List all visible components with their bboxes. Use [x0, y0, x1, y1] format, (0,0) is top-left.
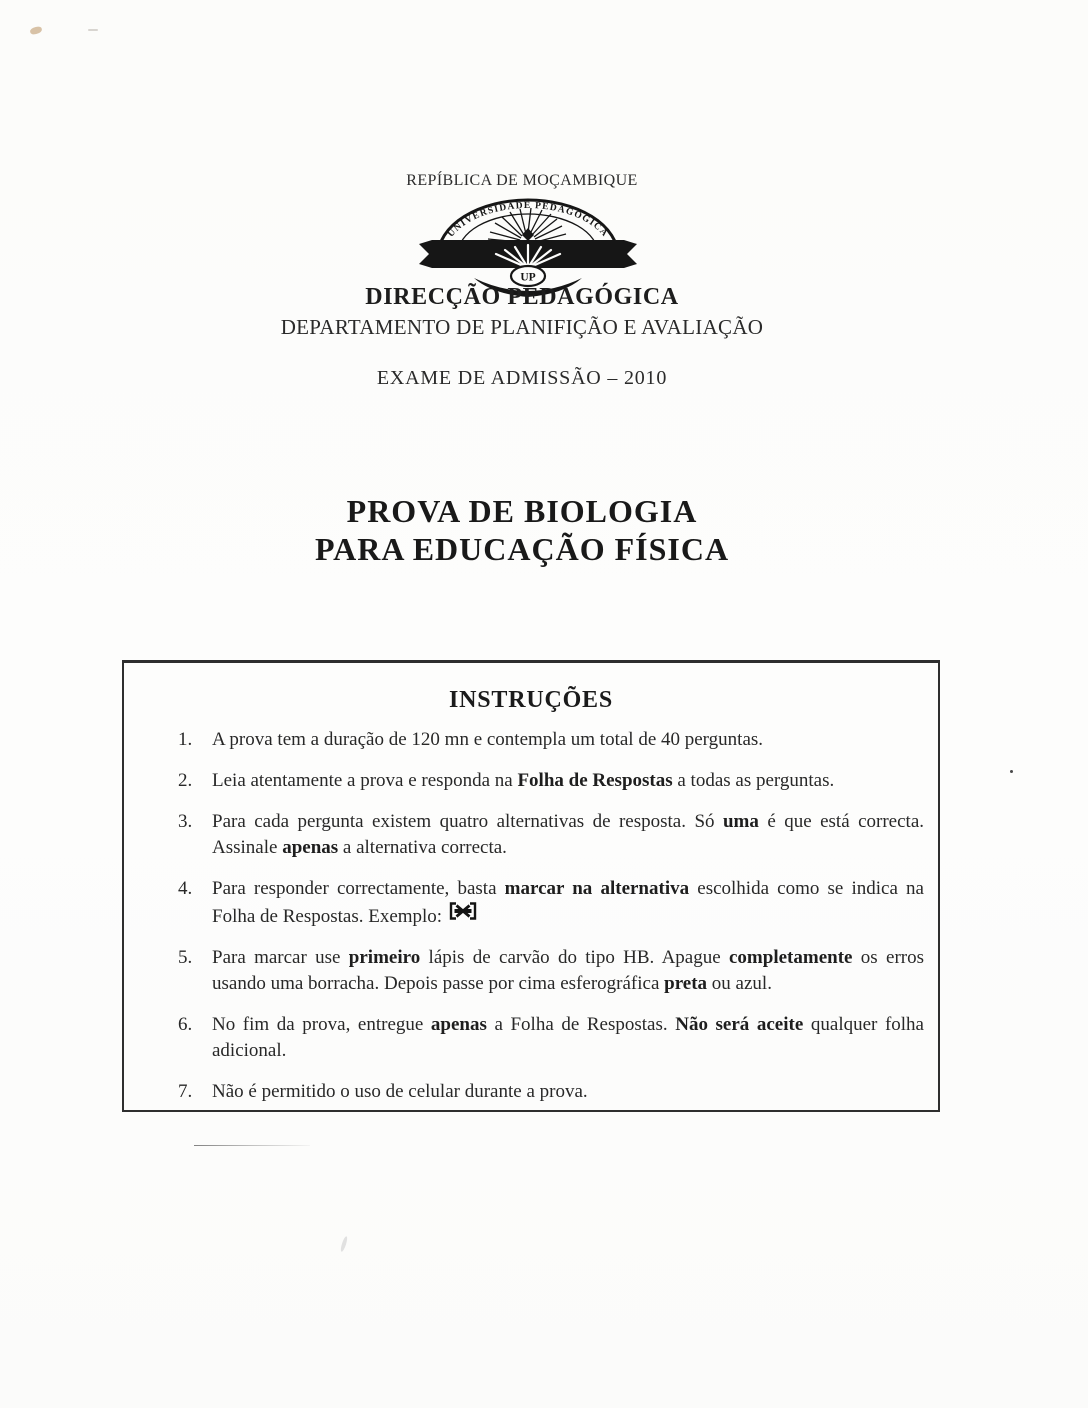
instructions-box	[122, 660, 940, 1112]
instruction-item-number: 5.	[178, 947, 193, 968]
instruction-item-text	[212, 947, 924, 994]
item-text-segment: a Folha de Respostas.	[486, 1014, 676, 1035]
instruction-item-number: 2.	[178, 770, 193, 791]
instruction-item-number: 6.	[178, 1014, 193, 1035]
instruction-item-number: 7.	[178, 1081, 193, 1102]
instruction-item-text	[212, 729, 763, 750]
item-text-segment: Leia atentamente a prova e responda na	[212, 770, 518, 791]
instruction-item	[124, 809, 938, 861]
item-text-segment: a alternativa correcta.	[338, 837, 507, 858]
instruction-item	[124, 1079, 938, 1105]
instructions-list	[124, 727, 938, 1105]
page-title-line1: PROVA DE BIOLOGIA	[346, 493, 698, 529]
instruction-item-text	[212, 1081, 588, 1102]
item-text-segment: escolhida como se indica na Folha de Respostas. Exemplo:	[212, 878, 924, 927]
item-text-bold-segment: apenas	[430, 1014, 487, 1035]
emblem-up-label: UP	[520, 271, 536, 284]
instruction-item	[124, 727, 938, 753]
item-text-segment: ou azul.	[707, 973, 772, 994]
item-text-segment: é que está correcta. Assinale	[212, 811, 924, 858]
instruction-item-text	[212, 878, 924, 927]
item-text-segment: qualquer folha adicional.	[212, 1014, 924, 1061]
instruction-item-text	[212, 811, 924, 858]
item-text-segment: Para cada pergunta existem quatro alternativas de resposta. Só	[212, 811, 723, 832]
direction-line: DIRECÇÃO PEDAGÓGICA	[365, 284, 679, 310]
scan-smudge	[29, 26, 42, 35]
instructions-heading: INSTRUÇÕES	[448, 687, 614, 713]
item-text-segment: a todas as perguntas.	[672, 770, 835, 791]
item-text-bold-segment: preta	[664, 973, 708, 994]
instruction-item	[124, 876, 938, 930]
instruction-item	[124, 1012, 938, 1064]
instruction-item	[124, 768, 938, 794]
scan-faint-line	[194, 1145, 310, 1146]
item-text-segment: Para marcar use	[212, 947, 349, 968]
scan-speck	[1010, 770, 1013, 773]
instruction-item	[124, 945, 938, 997]
emblem-arc-text: UNIVERSIDADE PEDAGÓGICA	[446, 200, 610, 240]
item-text-bold-segment: primeiro	[348, 947, 421, 968]
item-text-bold-segment: apenas	[282, 837, 339, 858]
item-text-bold-segment: Folha de Respostas	[517, 770, 673, 791]
scan-smudge	[340, 1236, 349, 1252]
item-text-segment: os erros usando uma borracha. Depois passe por cima esferográfica	[212, 947, 924, 994]
republic-line: REPÍBLICA DE MOÇAMBIQUE	[406, 172, 638, 189]
item-text-bold-segment: completamente	[729, 947, 853, 968]
answer-mark-icon	[449, 902, 477, 920]
item-text-bold-segment: marcar na alternativa	[504, 878, 690, 899]
item-text-bold-segment: uma	[722, 811, 759, 832]
item-text-segment: Não é permitido o uso de celular durante a prova.	[212, 1081, 588, 1102]
item-text-segment: lápis de carvão do tipo HB. Apague	[420, 947, 729, 968]
item-text-segment: A prova tem a duração de 120 mn e contempla um total de 40 perguntas.	[212, 729, 764, 750]
instruction-item-number: 4.	[178, 878, 193, 899]
page-title	[0, 492, 1066, 568]
item-text-segment: No fim da prova, entregue	[212, 1014, 431, 1035]
instruction-item-number: 3.	[178, 811, 193, 832]
item-text-segment: Para responder correctamente, basta	[212, 878, 505, 899]
exam-year-line: EXAME DE ADMISSÃO – 2010	[376, 367, 668, 389]
department-line: DEPARTAMENTO DE PLANIFIÇÃO E AVALIAÇÃO	[280, 315, 764, 339]
scan-smudge	[88, 29, 98, 31]
page-title-line2: PARA EDUCAÇÃO FÍSICA	[314, 531, 730, 567]
instruction-item-number: 1.	[178, 729, 193, 750]
item-text-bold-segment: Não será aceite	[675, 1014, 804, 1035]
instruction-item-text	[212, 1014, 924, 1061]
instruction-item-text	[212, 770, 834, 791]
